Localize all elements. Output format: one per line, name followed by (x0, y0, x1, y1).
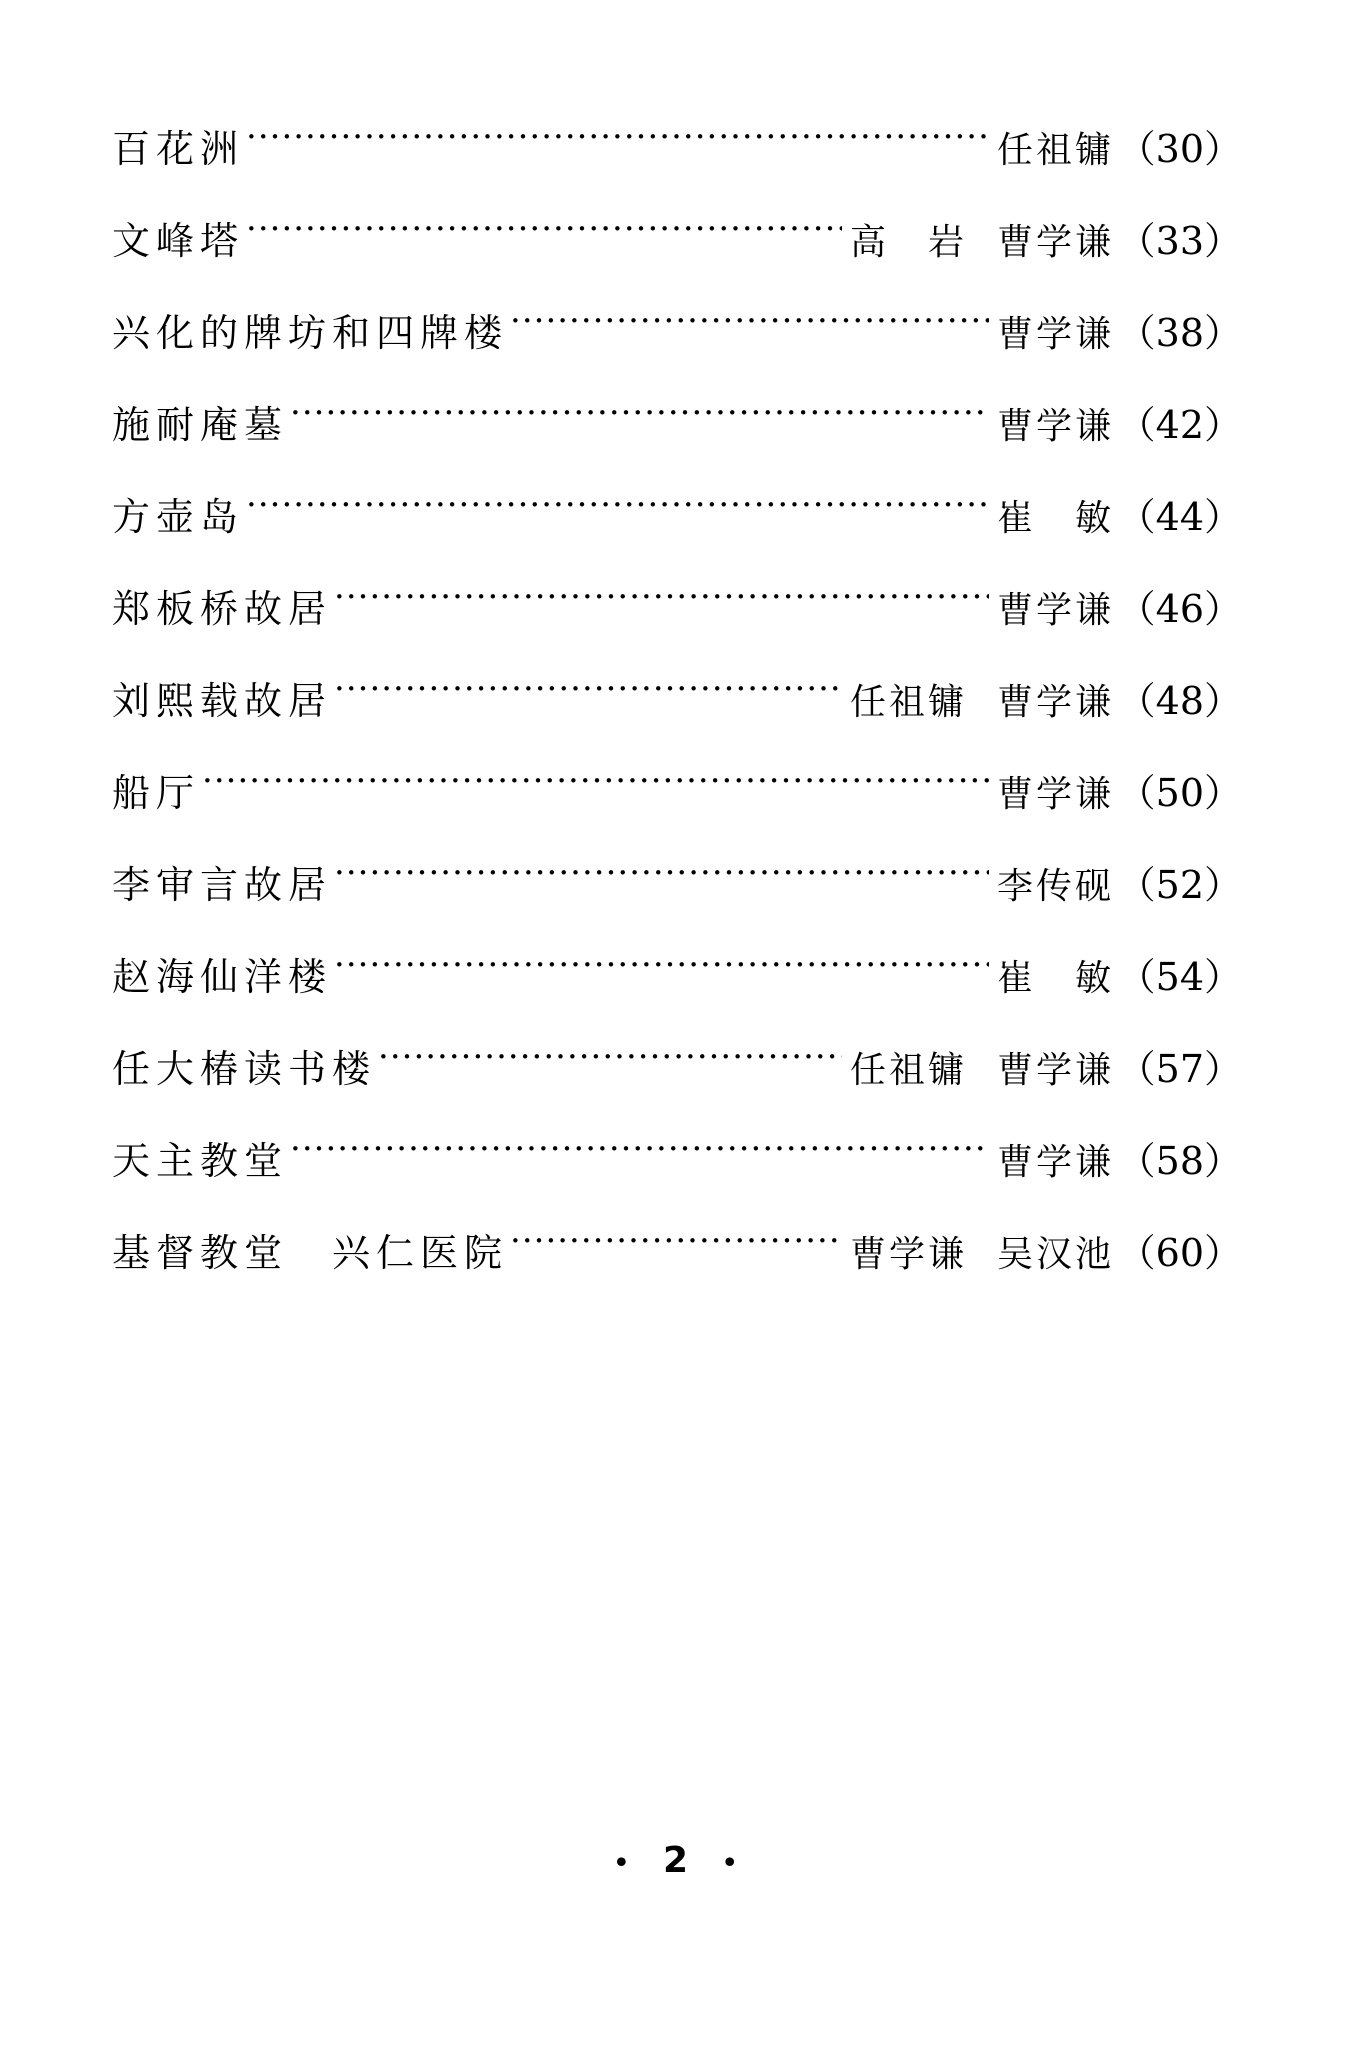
toc-entry-page: （54） (1117, 955, 1242, 999)
toc-entry-authors (991, 582, 1114, 633)
toc-entry-title: 方壶岛 (112, 495, 245, 539)
toc-entry-title: 兴化的牌坊和四牌楼 (112, 311, 509, 355)
toc-entry-page: （48） (1117, 679, 1242, 723)
toc-entry (112, 946, 1242, 1038)
dot-leader (334, 950, 989, 990)
toc-entry-title: 郑板桥故居 (112, 587, 333, 631)
dot-leader (246, 490, 989, 530)
toc-entry-author: 曹学谦 (996, 314, 1114, 355)
toc-entry (112, 118, 1242, 210)
dot-leader (290, 1134, 989, 1174)
toc-entry (112, 486, 1242, 578)
toc-entry (112, 578, 1242, 670)
toc-entry-author: 崔 敏 (996, 958, 1114, 999)
toc-entry-page: （30） (1117, 127, 1242, 171)
dot-leader (334, 582, 989, 622)
toc-entry (112, 394, 1242, 486)
toc-entry-authors (991, 858, 1114, 909)
toc-entry-page: （58） (1117, 1139, 1242, 1183)
toc-entry-authors (991, 1134, 1114, 1185)
toc-entry-page: （38） (1117, 311, 1242, 355)
toc-entry-page: （60） (1117, 1231, 1242, 1275)
toc-entry (112, 670, 1242, 762)
toc-entry-author: 曹学谦 (996, 682, 1114, 723)
toc-entry-authors (844, 674, 1114, 725)
dot-leader (334, 674, 842, 714)
toc-entry-page: （42） (1117, 403, 1242, 447)
toc-entry-author: 任祖镛 (849, 682, 967, 723)
toc-entry-title: 李审言故居 (112, 863, 333, 907)
toc-entry (112, 302, 1242, 394)
toc-entry-authors (844, 1042, 1114, 1093)
toc-entry (112, 1038, 1242, 1130)
toc-entry-title: 任大椿读书楼 (112, 1047, 377, 1091)
toc-entry-authors (991, 122, 1114, 173)
toc-entry-authors (844, 214, 1114, 265)
toc-entry-authors (991, 950, 1114, 1001)
toc-entry-title: 船厅 (112, 771, 201, 815)
toc-entry-author: 吴汉池 (996, 1234, 1114, 1275)
table-of-contents (112, 118, 1242, 1314)
footer-dot-right: • (720, 1845, 739, 1881)
toc-entry (112, 1222, 1242, 1314)
toc-entry-page: （46） (1117, 587, 1242, 631)
toc-entry-title: 天主教堂 (112, 1139, 289, 1183)
dot-leader (510, 306, 989, 346)
toc-entry-authors (991, 398, 1114, 449)
toc-entry-author: 任祖镛 (996, 130, 1114, 171)
toc-entry-author: 高 岩 (849, 222, 967, 263)
toc-entry (112, 854, 1242, 946)
toc-entry-page: （57） (1117, 1047, 1242, 1091)
dot-leader (510, 1226, 842, 1266)
dot-leader (202, 766, 989, 806)
toc-entry-title: 百花洲 (112, 127, 245, 171)
toc-entry-page: （50） (1117, 771, 1242, 815)
toc-entry-page: （44） (1117, 495, 1242, 539)
toc-entry-author: 崔 敏 (996, 498, 1114, 539)
toc-entry-title: 施耐庵墓 (112, 403, 289, 447)
dot-leader (246, 214, 842, 254)
toc-entry-author: 曹学谦 (849, 1234, 967, 1275)
toc-entry-title: 基督教堂 兴仁医院 (112, 1231, 509, 1275)
toc-entry-authors (991, 766, 1114, 817)
toc-entry-author: 曹学谦 (996, 590, 1114, 631)
toc-entry (112, 762, 1242, 854)
page-number: 2 (662, 1840, 689, 1881)
dot-leader (246, 122, 989, 162)
toc-entry-page: （33） (1117, 219, 1242, 263)
toc-entry-author: 曹学谦 (996, 774, 1114, 815)
toc-entry-author: 曹学谦 (996, 1142, 1114, 1183)
dot-leader (290, 398, 989, 438)
toc-entry-page: （52） (1117, 863, 1242, 907)
toc-entry-author: 任祖镛 (849, 1050, 967, 1091)
page-footer (0, 1840, 1351, 1881)
footer-dot-left: • (612, 1845, 631, 1881)
toc-entry-title: 赵海仙洋楼 (112, 955, 333, 999)
dot-leader (334, 858, 989, 898)
toc-entry-authors (844, 1226, 1114, 1277)
toc-entry (112, 210, 1242, 302)
dot-leader (378, 1042, 842, 1082)
toc-entry-title: 刘熙载故居 (112, 679, 333, 723)
toc-entry-authors (991, 490, 1114, 541)
toc-entry-author: 曹学谦 (996, 222, 1114, 263)
toc-entry-author: 曹学谦 (996, 406, 1114, 447)
toc-entry (112, 1130, 1242, 1222)
toc-entry-title: 文峰塔 (112, 219, 245, 263)
toc-entry-author: 李传砚 (996, 866, 1114, 907)
toc-entry-author: 曹学谦 (996, 1050, 1114, 1091)
toc-entry-authors (991, 306, 1114, 357)
